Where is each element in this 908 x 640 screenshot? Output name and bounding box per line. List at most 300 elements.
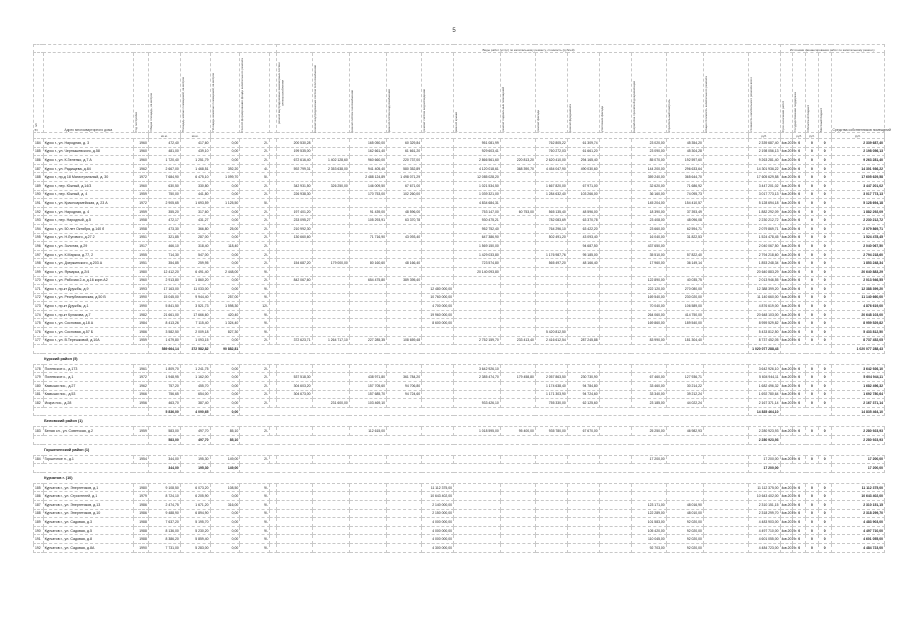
row-area-res: 6 073,20 xyxy=(180,483,210,492)
row-cost-c4: 108 659,48 xyxy=(387,336,422,345)
row-cost-c1: 372 623,71 xyxy=(277,336,312,345)
row-cost-c4 xyxy=(387,364,422,373)
row-area-nonres: 1 099,70 xyxy=(210,173,240,182)
row-fin-state: 0 xyxy=(793,382,806,391)
row-cost-c10 xyxy=(599,156,631,165)
row-cost-extra xyxy=(703,518,748,527)
header-area-nonresidential: Площадь нежилых помещений, кв.метров xyxy=(210,53,240,133)
row-number: 173 xyxy=(34,302,44,311)
row-cost-c3: 438 971,80 xyxy=(349,373,386,382)
row-year: 1959 xyxy=(133,190,148,199)
row-cost-c11: 85 070,00 xyxy=(631,156,666,165)
row-cost-c8: 565 497,20 xyxy=(535,259,567,268)
row-cost-c7 xyxy=(500,199,535,208)
row-cost-c2 xyxy=(312,543,349,552)
row-area-res: 366,80 xyxy=(180,224,210,233)
row-cost-c1 xyxy=(277,199,312,208)
row-cost-c2 xyxy=(312,427,349,436)
row-cost-c3: 105 293,91 xyxy=(349,216,386,225)
row-cost-c6 xyxy=(454,500,501,509)
district-header-row xyxy=(34,472,885,483)
row-address: Белая сл., ул. Советская, д.2 xyxy=(43,427,133,436)
table-row xyxy=(34,492,885,501)
row-end-date: 4кв.2019г. xyxy=(780,276,793,285)
row-area-res: 417,60 xyxy=(180,139,210,148)
row-cost-c6: 723 574,80 xyxy=(454,259,501,268)
header-work-9: ремонт фундамента xyxy=(567,53,599,133)
row-cost-c7 xyxy=(500,181,535,190)
row-cost-c2: 1 402 128,60 xyxy=(312,156,349,165)
row-area-res: 387,40 xyxy=(180,399,210,408)
subtotal-area: 5 836,00 xyxy=(148,407,180,416)
row-cost-c7: 220 813,20 xyxy=(500,156,535,165)
row-cost-c8 xyxy=(535,293,567,302)
row-cost-extra xyxy=(703,509,748,518)
row-cost-c5 xyxy=(422,164,454,173)
row-cost-c4: 48 596,00 xyxy=(387,207,422,216)
row-blank xyxy=(270,390,277,399)
row-cost-c6 xyxy=(454,390,501,399)
subtotal-gap xyxy=(240,407,748,416)
table-row xyxy=(34,156,885,165)
row-end-date: 4кв.2019г. xyxy=(780,216,793,225)
row-fin-local: 0 xyxy=(818,364,831,373)
row-cost-c12: 46 982,93 xyxy=(666,427,703,436)
row-cost-extra xyxy=(703,535,748,544)
row-fin-region: 0 xyxy=(806,518,819,527)
row-fin-state: 0 xyxy=(793,156,806,165)
row-cost-extra xyxy=(703,224,748,233)
row-fund-method: 9/- xyxy=(240,310,270,319)
row-fund-method: 2/- xyxy=(240,190,270,199)
row-end-date: 4кв.2019г. xyxy=(780,302,793,311)
row-cost-c6: 952 752,40 xyxy=(454,224,501,233)
row-cost-c8 xyxy=(535,285,567,294)
row-cost-c4 xyxy=(387,199,422,208)
row-blank xyxy=(270,224,277,233)
row-cost-c8: 565 135,40 xyxy=(535,207,567,216)
row-cost-c4 xyxy=(387,518,422,527)
row-cost-extra xyxy=(703,242,748,251)
row-cost-c5 xyxy=(422,267,454,276)
row-cost-c2 xyxy=(312,173,349,182)
subtotal-cost: 14 835 464,10 xyxy=(748,407,780,416)
row-cost-c8 xyxy=(535,543,567,552)
row-blank xyxy=(270,526,277,535)
header-work-11: разработка проектной документации xyxy=(631,53,666,133)
header-work-8: ремонт фасада xyxy=(535,53,567,133)
row-cost-extra xyxy=(703,399,748,408)
row-end-date: 4кв.2019г. xyxy=(780,455,793,464)
table-row xyxy=(34,267,885,276)
row-cost-total: 2 040 067,50 xyxy=(748,242,780,251)
row-fin-local: 0 xyxy=(818,543,831,552)
row-cost-extra xyxy=(703,190,748,199)
row-blank xyxy=(270,310,277,319)
row-fin-local: 0 xyxy=(818,173,831,182)
row-cost-c6: 4 120 018,61 xyxy=(454,164,501,173)
unit-cost: руб. xyxy=(748,133,780,139)
row-blank xyxy=(270,276,277,285)
row-fin-state: 0 xyxy=(793,207,806,216)
row-cost-c5 xyxy=(422,390,454,399)
row-year: 1972 xyxy=(133,373,148,382)
row-fin-state: 0 xyxy=(793,364,806,373)
district-spacer xyxy=(34,472,44,483)
row-fin-state: 0 xyxy=(793,543,806,552)
row-cost-c12 xyxy=(666,242,703,251)
row-cost-c6: 3 642 926,10 xyxy=(454,364,501,373)
row-cost-c5 xyxy=(422,207,454,216)
row-cost-c11: 23 090,00 xyxy=(631,147,666,156)
row-area: 3 582,50 xyxy=(148,328,180,337)
row-cost-c4 xyxy=(387,242,422,251)
row-cost-c3: 91 439,00 xyxy=(349,207,386,216)
row-cost-c4 xyxy=(387,293,422,302)
row-cost-c9: 490 030,60 xyxy=(567,164,599,173)
row-fund-method: 9/- xyxy=(240,518,270,527)
row-cost-c2 xyxy=(312,518,349,527)
row-cost-c11: 32 620,00 xyxy=(631,181,666,190)
row-end-date: 4кв.2019г. xyxy=(780,382,793,391)
row-cost-c10 xyxy=(599,293,631,302)
subtotal-owners: 14 835 464,10 xyxy=(831,407,884,416)
row-cost-c6 xyxy=(454,328,501,337)
header-group-financing: Источники финансирования работ по капитальному ремонту xyxy=(780,45,884,53)
table-header xyxy=(34,45,891,139)
row-fund-method: 2/- xyxy=(240,181,270,190)
row-cost-c5 xyxy=(422,181,454,190)
row-area-nonres: 0,00 xyxy=(210,336,240,345)
row-cost-c12: 181 304,40 xyxy=(666,336,703,345)
row-fin-local: 0 xyxy=(818,518,831,527)
row-cost-c11: 17 960,00 xyxy=(631,259,666,268)
row-cost-c11: 222 120,00 xyxy=(631,285,666,294)
row-area-res: 195,30 xyxy=(180,455,210,464)
row-end-date: 4кв.2019г. xyxy=(780,164,793,173)
table-row xyxy=(34,364,885,373)
row-cost-c3 xyxy=(349,492,386,501)
row-cost-c1: 200 530,28 xyxy=(277,139,312,148)
row-blank xyxy=(270,285,277,294)
row-fin-owners: 2 794 218,60 xyxy=(831,250,884,259)
row-cost-c5: 4 300 000,00 xyxy=(422,543,454,552)
row-cost-c8 xyxy=(535,492,567,501)
row-cost-total: 4 876 619,00 xyxy=(748,302,780,311)
row-cost-c7 xyxy=(500,276,535,285)
header-work-6: ремонт крыши xyxy=(454,53,501,133)
row-cost-c10 xyxy=(599,242,631,251)
row-cost-c2 xyxy=(312,328,349,337)
row-cost-c2 xyxy=(312,455,349,464)
row-cost-c11 xyxy=(631,492,666,501)
row-fund-method: 9/- xyxy=(240,319,270,328)
row-cost-c11: 25 250,00 xyxy=(631,427,666,436)
row-area: 7 684,90 xyxy=(148,173,180,182)
table-row xyxy=(34,199,885,208)
row-number: 172 xyxy=(34,293,44,302)
row-area: 757,20 xyxy=(148,382,180,391)
row-cost-c8 xyxy=(535,455,567,464)
row-area-nonres: 0,00 xyxy=(210,382,240,391)
row-area-nonres: 0,00 xyxy=(210,390,240,399)
row-number: 183 xyxy=(34,427,44,436)
row-cost-c6 xyxy=(454,526,501,535)
row-fin-region: 0 xyxy=(806,216,819,225)
row-cost-c5: 2 150 000,00 xyxy=(422,509,454,518)
row-fin-region: 0 xyxy=(806,382,819,391)
row-area-nonres: 0,00 xyxy=(210,181,240,190)
row-cost-c12: 127 936,71 xyxy=(666,373,703,382)
row-cost-c2 xyxy=(312,302,349,311)
row-cost-c2 xyxy=(312,276,349,285)
row-cost-c1: 592 799,31 xyxy=(277,164,312,173)
row-fin-owners: 5 433 812,50 xyxy=(831,328,884,337)
row-year: 1986 xyxy=(133,500,148,509)
row-area: 354,85 xyxy=(148,259,180,268)
row-address: Искра пос., д.28 xyxy=(43,399,133,408)
row-fin-local: 0 xyxy=(818,276,831,285)
row-cost-extra xyxy=(703,216,748,225)
row-fin-owners: 17 200,00 xyxy=(831,455,884,464)
row-cost-c9: 94 724,60 xyxy=(567,390,599,399)
row-cost-c11: 16 040,00 xyxy=(631,233,666,242)
row-area: 1 679,80 xyxy=(148,336,180,345)
row-fin-local: 0 xyxy=(818,242,831,251)
row-fund-method: 2/- xyxy=(240,250,270,259)
table-row xyxy=(34,336,885,345)
row-cost-c1 xyxy=(277,455,312,464)
table-row xyxy=(34,500,885,509)
row-address: Полевское с., д.1 xyxy=(43,373,133,382)
subtotal-gap-2 xyxy=(780,407,831,416)
row-cost-c3: 165 050,00 xyxy=(349,139,386,148)
row-end-date: 4кв.2019г. xyxy=(780,483,793,492)
row-cost-c5: 10 760 000,00 xyxy=(422,293,454,302)
row-cost-c5 xyxy=(422,364,454,373)
subtotal-owners: 17 200,00 xyxy=(831,464,884,473)
row-cost-c2: 1 264 717,10 xyxy=(312,336,349,345)
header-work-2: ремонт внутридомовых систем теплоснабжения xyxy=(312,53,349,133)
row-blank xyxy=(270,207,277,216)
row-area-res: 5 195,70 xyxy=(180,518,210,527)
subtotal-area-nonres: 85,10 xyxy=(210,436,240,445)
row-fund-method: 9/- xyxy=(240,509,270,518)
row-fund-method: 9/- xyxy=(240,267,270,276)
subtotal-area-nonres: 90 882,81 xyxy=(210,345,240,354)
row-cost-c1: 199 535,00 xyxy=(277,147,312,156)
row-cost-c4 xyxy=(387,483,422,492)
header-area: Общая площадь, кв.метров xyxy=(148,53,180,133)
row-blank xyxy=(270,364,277,373)
row-address: Камыши пос., д.27 xyxy=(43,382,133,391)
row-fund-method: 2/- xyxy=(240,390,270,399)
table-row xyxy=(34,233,885,242)
row-cost-c11: 70 040,00 xyxy=(631,302,666,311)
row-cost-c8: 2 416 612,54 xyxy=(535,336,567,345)
row-cost-c10 xyxy=(599,147,631,156)
row-cost-c2 xyxy=(312,267,349,276)
row-end-date: 4кв.2019г. xyxy=(780,293,793,302)
row-cost-extra xyxy=(703,139,748,148)
row-number: 184 xyxy=(34,139,44,148)
row-cost-c12: 36 149,14 xyxy=(666,259,703,268)
row-cost-c5 xyxy=(422,216,454,225)
row-cost-c11: 169 860,00 xyxy=(631,319,666,328)
unit-fin-2: руб. xyxy=(793,133,806,139)
row-blank xyxy=(270,509,277,518)
row-cost-c11: 23 660,00 xyxy=(631,224,666,233)
row-cost-c7 xyxy=(500,139,535,148)
row-cost-c2 xyxy=(312,207,349,216)
row-fin-local: 0 xyxy=(818,310,831,319)
row-fund-method: 2/- xyxy=(240,233,270,242)
row-cost-c8: 760 272,03 xyxy=(535,147,567,156)
row-fund-method: 2/- xyxy=(240,399,270,408)
row-area-res: 1 241,75 xyxy=(180,364,210,373)
row-cost-c7: 368 390,70 xyxy=(500,164,535,173)
row-fin-region: 0 xyxy=(806,207,819,216)
row-blank xyxy=(270,156,277,165)
row-cost-c9 xyxy=(567,364,599,373)
unit-fin-3: руб. xyxy=(806,133,819,139)
row-cost-c8: 1 284 632,40 xyxy=(535,190,567,199)
row-cost-extra xyxy=(703,373,748,382)
row-year: 1979 xyxy=(133,492,148,501)
row-area-res: 431,27 xyxy=(180,216,210,225)
row-fin-region: 0 xyxy=(806,259,819,268)
row-cost-c8: 502 491,20 xyxy=(535,233,567,242)
row-cost-c4 xyxy=(387,328,422,337)
row-cost-c6 xyxy=(454,382,501,391)
row-fund-method: 9/- xyxy=(240,526,270,535)
row-address: Курск г., ул. Золотая, д.29 xyxy=(43,242,133,251)
row-fin-owners: 20 648 103,00 xyxy=(831,310,884,319)
row-cost-c5 xyxy=(422,399,454,408)
row-cost-c5: 2 140 000,00 xyxy=(422,500,454,509)
row-end-date: 4кв.2019г. xyxy=(780,285,793,294)
row-cost-c3: 960 660,00 xyxy=(349,156,386,165)
row-fund-method: 2/- xyxy=(240,216,270,225)
row-cost-extra xyxy=(703,427,748,436)
row-cost-c4 xyxy=(387,455,422,464)
row-cost-c1: 672 616,40 xyxy=(277,156,312,165)
row-cost-total: 11 112 375,00 xyxy=(748,483,780,492)
row-fund-method: 9/- xyxy=(240,328,270,337)
row-address: Горшечное п., д.1 xyxy=(43,455,133,464)
table-row xyxy=(34,399,885,408)
row-cost-total: 5 604 944,11 xyxy=(748,373,780,382)
row-fin-region: 0 xyxy=(806,276,819,285)
table-row xyxy=(34,181,885,190)
row-cost-c10 xyxy=(599,483,631,492)
row-cost-c3: 157 685,70 xyxy=(349,390,386,399)
row-cost-c1 xyxy=(277,302,312,311)
row-cost-c6: 753 147,00 xyxy=(454,207,501,216)
row-cost-c12: 92 020,00 xyxy=(666,543,703,552)
row-cost-c10 xyxy=(599,233,631,242)
row-cost-c7 xyxy=(500,190,535,199)
subtotal-row xyxy=(34,464,885,473)
row-cost-c6 xyxy=(454,483,501,492)
row-cost-c3 xyxy=(349,310,386,319)
subtotal-gap-2 xyxy=(780,436,831,445)
row-cost-c2 xyxy=(312,319,349,328)
header-work-12: строительный контроль xyxy=(666,53,703,133)
row-area-res: 441,80 xyxy=(180,190,210,199)
row-year: 1966 xyxy=(133,390,148,399)
row-cost-c7: 60 753,00 xyxy=(500,207,535,216)
row-area: 1 948,95 xyxy=(148,373,180,382)
subtotal-area-nonres: 149,00 xyxy=(210,464,240,473)
row-cost-c6: 933 426,10 xyxy=(454,399,501,408)
table-row xyxy=(34,164,885,173)
row-cost-c9 xyxy=(567,293,599,302)
row-cost-c9 xyxy=(567,509,599,518)
row-cost-extra xyxy=(703,319,748,328)
row-cost-c6 xyxy=(454,276,501,285)
row-end-date: 4кв.2019г. xyxy=(780,492,793,501)
row-end-date: 4кв.2019г. xyxy=(780,500,793,509)
district-label: Беловский район (1) xyxy=(43,416,884,427)
row-fin-state: 0 xyxy=(793,293,806,302)
row-cost-c8: 4 454 047,90 xyxy=(535,164,567,173)
subtotal-area-res: 195,30 xyxy=(180,464,210,473)
row-cost-c5 xyxy=(422,224,454,233)
row-cost-c5: 19 960 000,00 xyxy=(422,310,454,319)
header-fund-method: Способ формирования фонда капитального ремонта xyxy=(240,53,270,133)
row-cost-c10 xyxy=(599,492,631,501)
row-cost-c7 xyxy=(500,310,535,319)
row-cost-c10 xyxy=(599,199,631,208)
table-row xyxy=(34,535,885,544)
row-fin-local: 0 xyxy=(818,382,831,391)
row-cost-c10 xyxy=(599,319,631,328)
table-row xyxy=(34,328,885,337)
row-address: Курчатов г., ул. Энергетиков, д.10 xyxy=(43,509,133,518)
row-cost-c2 xyxy=(312,310,349,319)
row-area: 8 386,20 xyxy=(148,535,180,544)
row-area-res: 2 009,18 xyxy=(180,328,210,337)
row-blank xyxy=(270,267,277,276)
row-fin-owners: 4 876 619,00 xyxy=(831,302,884,311)
row-area-nonres: 0,00 xyxy=(210,509,240,518)
row-cost-extra xyxy=(703,543,748,552)
row-year: 1986 xyxy=(133,328,148,337)
row-cost-c8: 1 667 820,00 xyxy=(535,181,567,190)
row-cost-c10 xyxy=(599,207,631,216)
subtotal-gap xyxy=(240,464,748,473)
row-fin-state: 0 xyxy=(793,199,806,208)
row-blank xyxy=(270,147,277,156)
row-fin-region: 0 xyxy=(806,267,819,276)
row-area-res: 6 491,40 xyxy=(180,267,210,276)
row-cost-c12 xyxy=(666,492,703,501)
row-fin-region: 0 xyxy=(806,500,819,509)
row-cost-total: 2 318 299,70 xyxy=(748,509,780,518)
row-cost-c6: 12 085 028,20 xyxy=(454,173,501,182)
row-area-nonres: 0,00 xyxy=(210,276,240,285)
row-cost-c7 xyxy=(500,390,535,399)
row-cost-c6 xyxy=(454,302,501,311)
row-fin-region: 0 xyxy=(806,242,819,251)
row-cost-c4: 94 724,60 xyxy=(387,390,422,399)
row-cost-c12 xyxy=(666,455,703,464)
row-blank xyxy=(270,543,277,552)
row-address: Курск г., ул. Н.Лугового, д.27 2 xyxy=(43,233,133,242)
row-end-date: 4кв.2019г. xyxy=(780,526,793,535)
row-fin-owners: 17 605 629,58 xyxy=(831,173,884,182)
